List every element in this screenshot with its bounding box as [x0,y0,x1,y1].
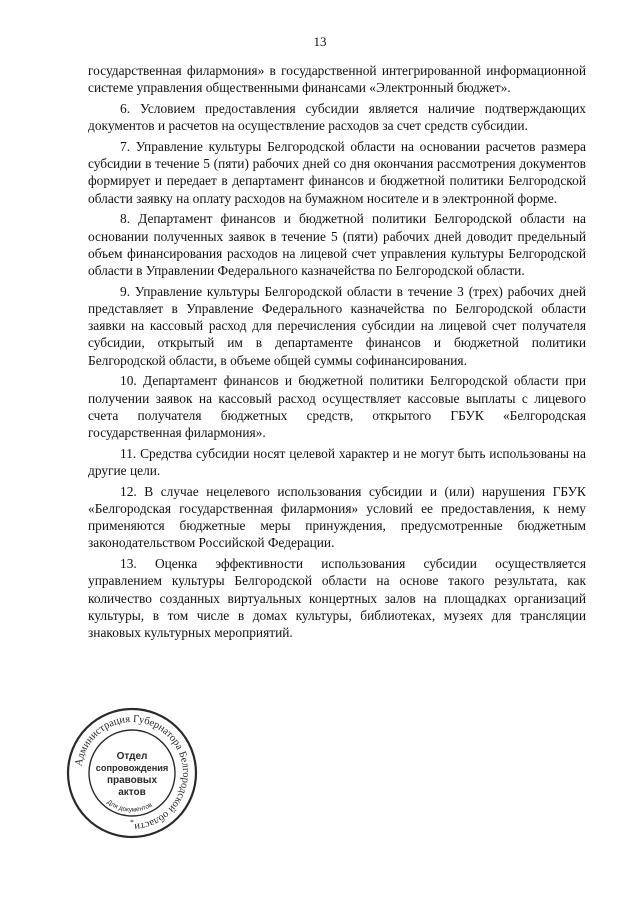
stamp-line-3: правовых [106,775,158,786]
paragraph-13: 13. Оценка эффективности использования субсидии осуществляется управлением культуры Белгородской области на основе такого результата, как количество созданных виртуальных концертных залов на площадках организаций культуры, в том числе в домах культуры, библиотеках, музеях для трансляции знаковых культурных мероприятий. [88,556,586,641]
paragraph-6: 6. Условием предоставления субсидии является наличие подтверждающих документов и расчетов на осуществление расходов за счет средств субсидии. [88,101,586,134]
stamp-ring-text: Администрация Губернатора Белгородской области [73,713,192,832]
stamp-inner-ring [89,730,175,816]
page-number: 13 [313,34,327,49]
paragraph-continuation: государственная филармония» в государственной интегрированной информационной системе управления общественными финансами «Электронный бюджет». [88,63,586,96]
paragraph-9: 9. Управление культуры Белгородской области в течение 3 (трех) рабочих дней представляет в Управление Федерального казначейства по Белгородской области заявки на кассовый расход для перечисления субсидии на лицевой счет получателя субсидии, открытый им в департаменте финансов и бюджетной политики Белгородской области, в объеме общей суммы софинансирования. [88,283,586,368]
stamp-seal-icon [64,705,200,841]
stamp-star-icon: * [130,818,134,827]
stamp-line-2: сопровождения [95,763,169,773]
paragraph-11: 11. Средства субсидии носят целевой характер и не могут быть использованы на другие цели. [88,445,586,479]
stamp-bottom-text: Для документов [105,798,154,814]
stamp-line-4: актов [118,787,146,798]
document-body [88,62,586,645]
paragraph-12: 12. В случае нецелевого использования субсидии и (или) нарушения ГБУК «Белгородская государственная филармония» условий ее предоставления, к нему применяются бюджетные меры принуждения, предусмотренные бюджетным законодательством Российской Федерации. [88,483,586,551]
paragraph-8: 8. Департамент финансов и бюджетной политики Белгородской области на основании полученных заявок в течение 5 (пяти) рабочих дней доводит предельный объем финансирования расходов на лицевой счет управления культуры Белгородской области в Управлении Федерального казначейства по Белгородской области. [88,211,586,279]
stamp-line-1: Отдел [116,751,148,762]
document-stamp [64,705,200,841]
paragraph-10: 10. Департамент финансов и бюджетной политики Белгородской области при получении заявок на кассовый расход осуществляет кассовые выплаты с лицевого счета получателя бюджетных средств, открытого ГБУК «Белгородская государственная филармония». [88,373,586,441]
paragraph-7: 7. Управление культуры Белгородской области на основании расчетов размера субсидии в течение 5 (пяти) рабочих дней со дня окончания рассмотрения документов формирует и передает в департамент финансов и бюджетной политики Белгородской области заявку на оплату расходов на бумажном носителе и в электронной форме. [88,139,586,206]
